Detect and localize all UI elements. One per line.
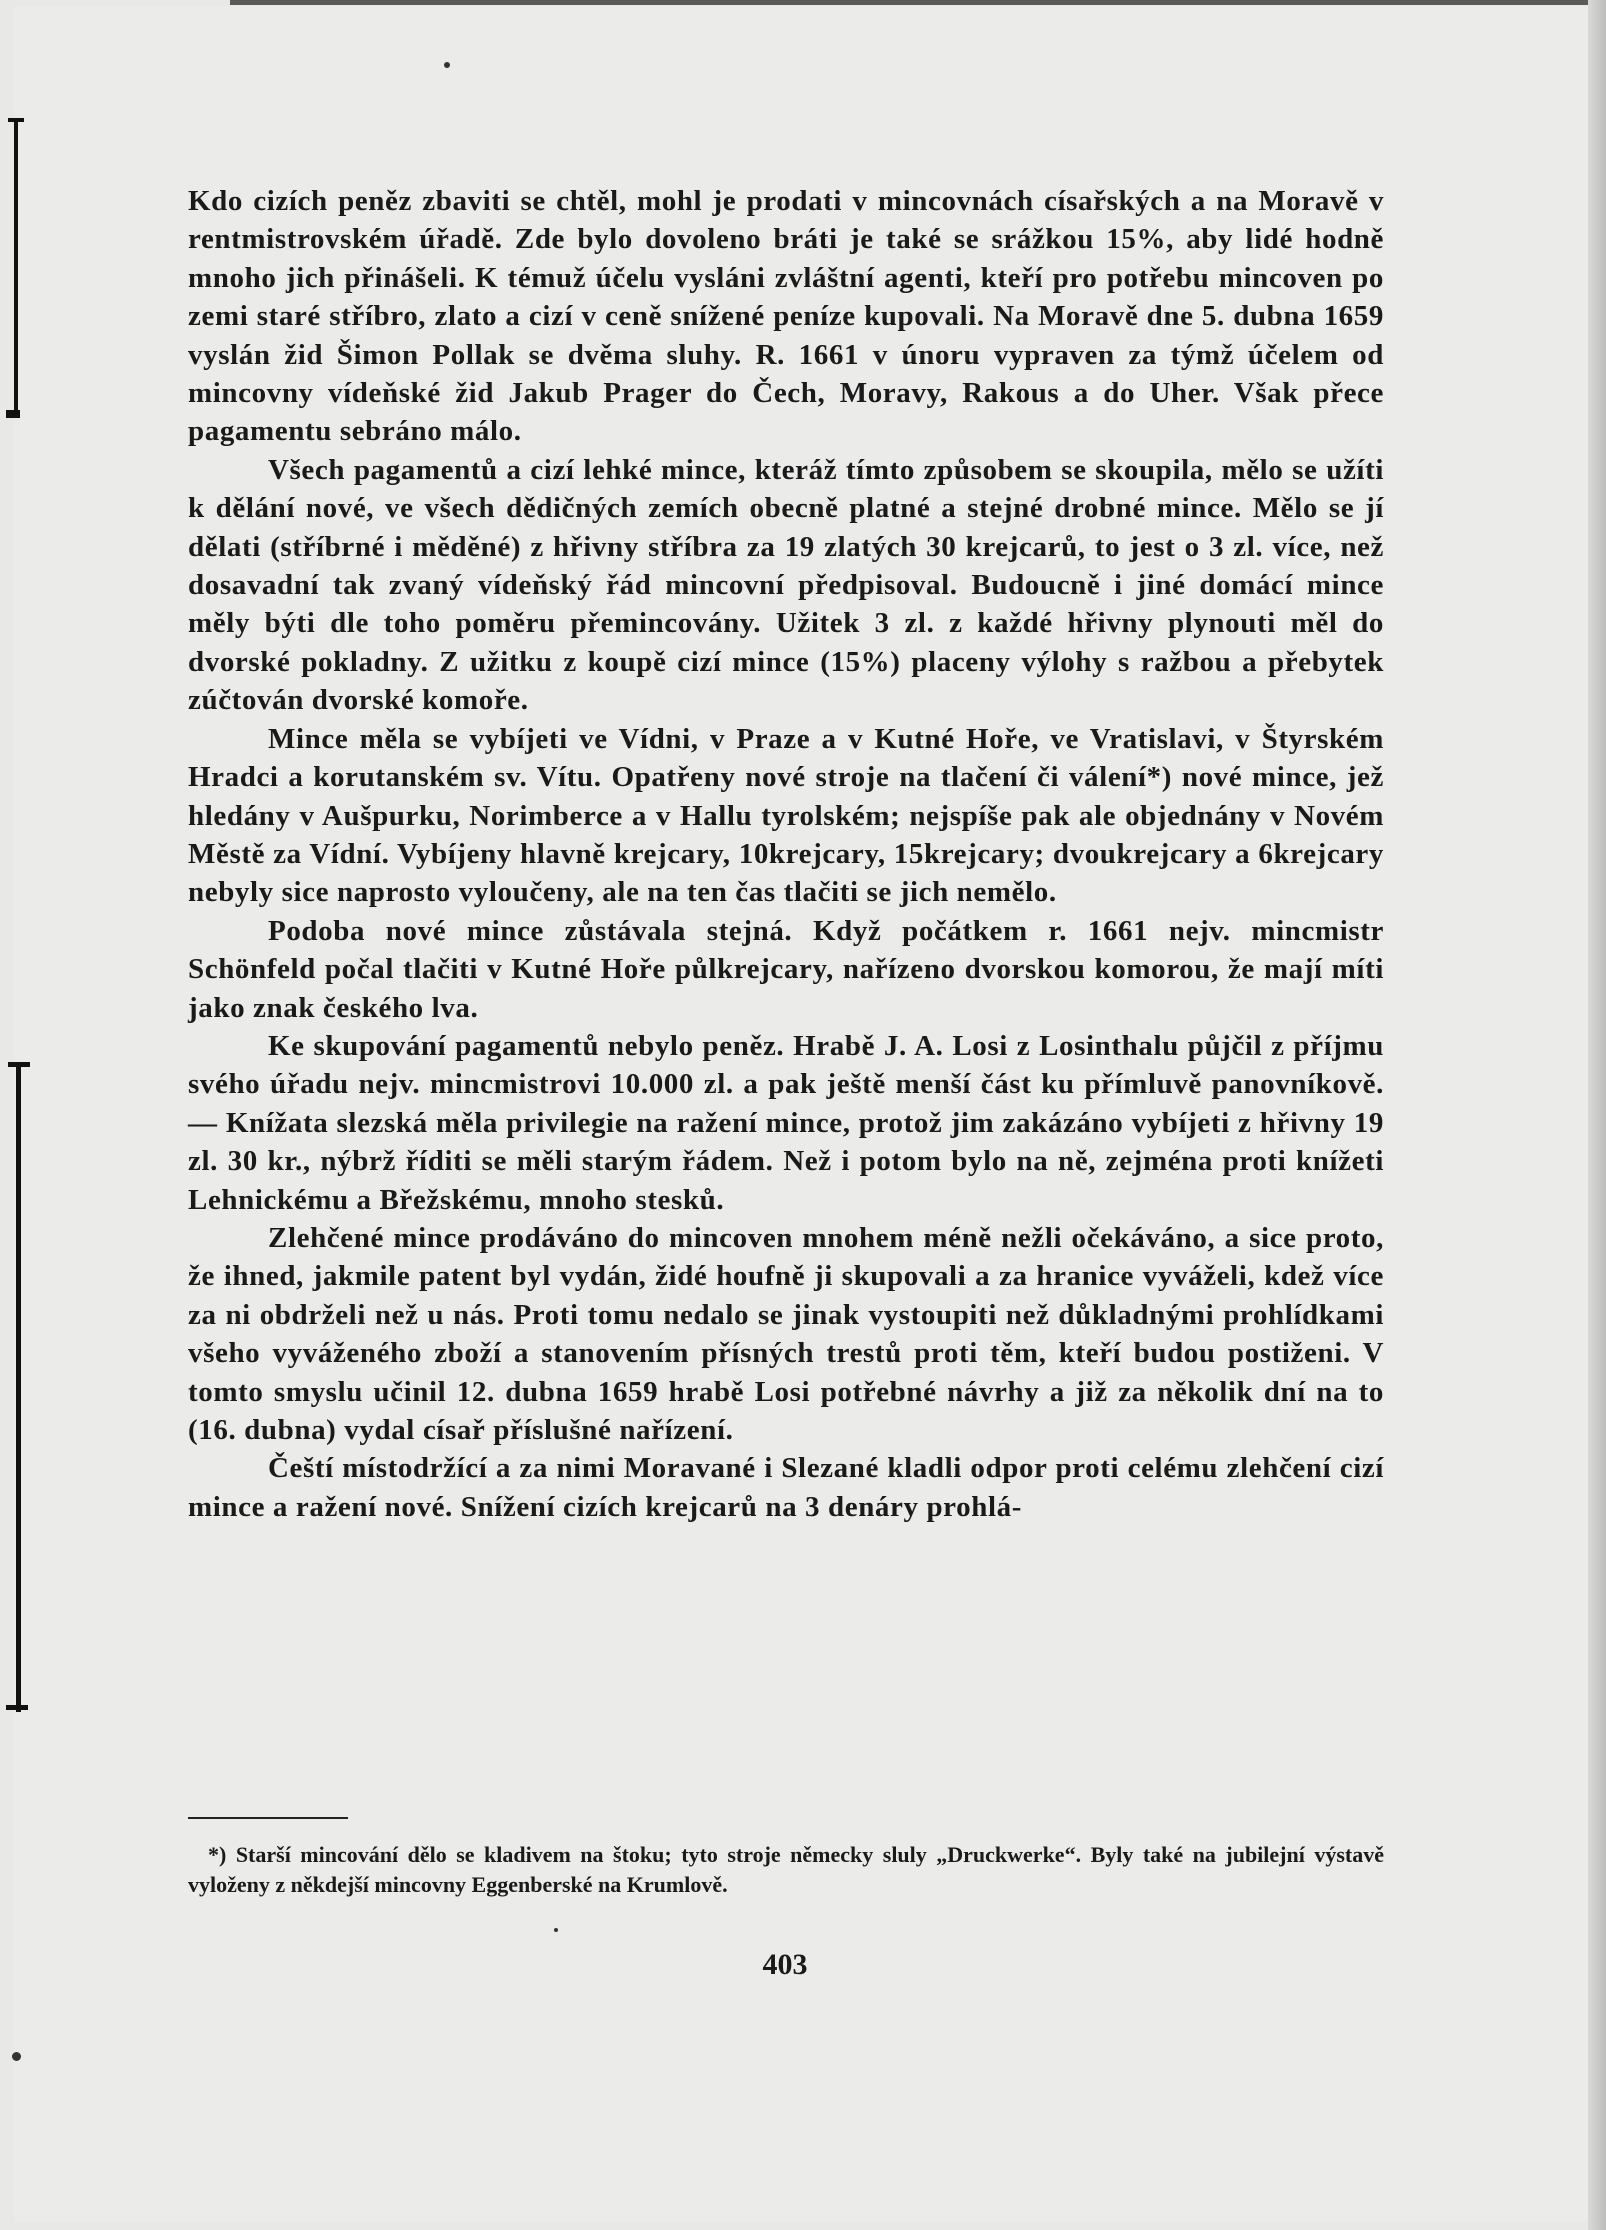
paragraph: Všech pagamentů a cizí lehké mince, kteráž tímto způsobem se skoupila, mělo se užíti k dělání nové, ve všech dědičných zemích obecně platné a stejné drobné mince. Mělo se jí dělati (stříbrné i měděné) z hřivny stříbra za 19 zlatých 30 krejcarů, to jest o 3 zl. více, než dosavadní tak zvaný vídeňský řád mincovní předpisoval. Budoucně i jiné domácí mince měly býti dle toho poměru přemincovány. Užitek 3 zl. z každé hřivny plynouti měl do dvorské pokladny. Z užitku z koupě cizí mince (15%) placeny výlohy s ražbou a přebytek zúčtován dvorské komoře. (188, 453, 1384, 717)
paragraph: Čeští místodržící a za nimi Moravané i Slezané kladli odpor proti celému zlehčení cizí mince a ražení nové. Snížení cizích krejcarů na 3 denáry prohlá- (188, 1452, 1384, 1523)
paragraph: Kdo cizích peněz zbaviti se chtěl, mohl je prodati v mincovnách císařských a na Moravě v rentmistrovském úřadě. Zde bylo dovoleno bráti je také se srážkou 15%, aby lidé hodně mnoho jich přinášeli. K témuž účelu vysláni zvláštní agenti, kteří pro potřebu mincoven po zemi staré stříbro, zlato a cizí v ceně snížené peníze kupovali. Na Moravě dne 5. dubna 1659 vyslán žid Šimon Pollak se dvěma sluhy. R. 1661 v únoru vypraven za týmž účelem od mincovny vídeňské žid Jakub Prager do Čech, Moravy, Rakous a do Uher. Však přece pagamentu sebráno málo. (188, 185, 1384, 448)
page-number: 403 (762, 1948, 808, 1981)
paragraph: Mince měla se vybíjeti ve Vídni, v Praze a v Kutné Hoře, ve Vratislavi, v Štyrském Hradci a korutanském sv. Vítu. Opatřeny nové stroje na tlačení či válení*) nové mince, jež hledány v Aušpurku, Norimberce a v Hallu tyrolském; nejspíše pak ale objednány v Novém Městě za Vídní. Vybíjeny hlavně krejcary, 10krejcary, 15krejcary; dvoukrejcary a 6krejcary nebyly sice naprosto vyloučeny, ale na ten čas tlačiti se jich nemělo. (188, 722, 1384, 909)
page-top-edge (230, 0, 1590, 5)
page-right-edge (1588, 0, 1606, 2230)
binding-mark-upper (14, 118, 18, 418)
ink-speck (444, 62, 450, 68)
paragraph: Zlehčené mince prodáváno do mincoven mnohem méně nežli očekáváno, a sice proto, že ihned, jakmile patent byl vydán, židé houfně ji skupovali a za hranice vyváželi, kdež více za ni obdrželi než u nás. Proti tomu nedalo se jinak vystoupiti než důkladnými prohlídkami všeho vyváženého zboží a stanovením přísných trestů proti těm, kteří budou postiženi. V tomto smyslu učinil 12. dubna 1659 hrabě Losi potřebné návrhy a již za několik dní na to (16. dubna) vydal císař příslušné nařízení. (188, 1221, 1384, 1446)
binding-mark-lower-foot (6, 1705, 28, 1710)
footnote: *) Starší mincování dělo se kladivem na štoku; tyto stroje německy sluly „Druckwerke“. Byly také na jubilejní výstavě vyloženy z někdejší mincovny Eggenberské na Krumlově. (188, 1842, 1384, 1897)
binding-mark-lower (16, 1062, 21, 1712)
footnote-divider (188, 1817, 348, 1819)
binding-mark-upper-foot (6, 410, 20, 418)
paragraph: Ke skupování pagamentů nebylo peněz. Hrabě J. A. Losi z Losinthalu půjčil z příjmu svého úřadu nejv. mincmistrovi 10.000 zl. a pak ještě menší část ku přímluvě panovníkově. — Knížata slezská měla privilegie na ražení mince, protož jim zakázáno vybíjeti z hřivny 19 zl. 30 kr., nýbrž říditi se měli starým řádem. Než i potom bylo na ně, zejména proti knížeti Lehnickému a Břežskému, mnoho stesků. (188, 1029, 1384, 1216)
body-text (188, 182, 1384, 1526)
paragraph: Podoba nové mince zůstávala stejná. Když počátkem r. 1661 nejv. mincmistr Schönfeld počal tlačiti v Kutné Hoře půlkrejcary, nařízeno dvorskou komorou, že mají míti jako znak českého lva. (188, 914, 1384, 1024)
binding-mark-upper-tick (8, 118, 24, 122)
ink-speck (554, 1928, 558, 1932)
binding-mark-lower-top (8, 1062, 30, 1067)
ink-speck (12, 2052, 21, 2061)
